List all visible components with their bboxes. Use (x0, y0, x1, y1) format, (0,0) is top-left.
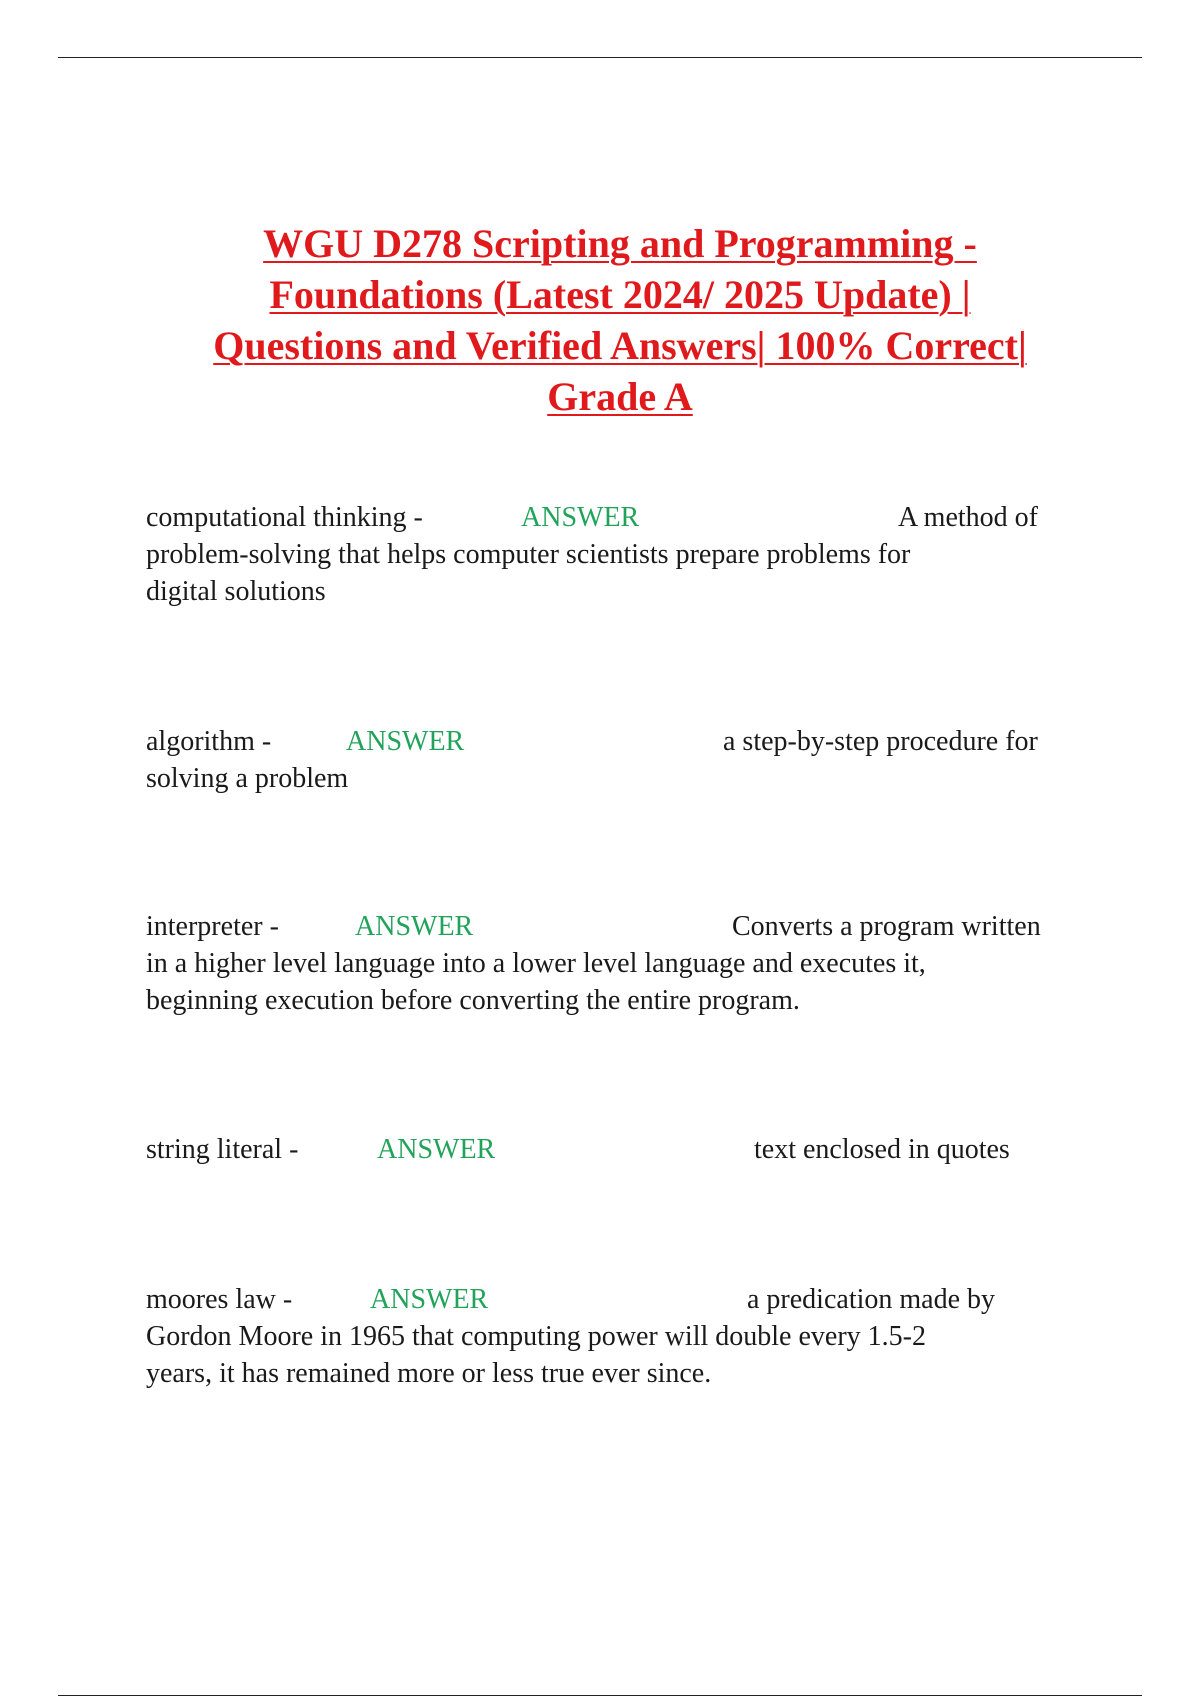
title-line-4: Grade A (547, 374, 693, 419)
qa-definition-line: Gordon Moore in 1965 that computing power will double every 1.5-2 (146, 1321, 926, 1352)
qa-first-line (146, 1281, 1090, 1318)
answer-label: ANSWER (377, 1134, 496, 1165)
answer-label: ANSWER (355, 911, 474, 942)
answer-label: ANSWER (346, 726, 465, 757)
qa-term: string literal - (146, 1134, 299, 1165)
qa-definition-line: problem-solving that helps computer scientists prepare problems for (146, 539, 911, 570)
qa-term: interpreter - (146, 911, 279, 942)
qa-first-line (146, 723, 1090, 760)
qa-entry-algorithm (146, 723, 1090, 797)
qa-definition-start: Converts a program written (732, 911, 1041, 942)
title-line-3: Questions and Verified Answers| 100% Correct| (213, 323, 1027, 368)
qa-definition-line: in a higher level language into a lower level language and executes it, (146, 948, 926, 979)
qa-definition-start: a predication made by (747, 1284, 996, 1315)
qa-definition-line: digital solutions (146, 576, 326, 607)
answer-label: ANSWER (370, 1284, 489, 1315)
qa-definition-start: text enclosed in quotes (754, 1134, 1010, 1165)
top-rule (58, 57, 1142, 58)
qa-definition-start: a step-by-step procedure for (723, 726, 1038, 757)
qa-term: algorithm - (146, 726, 272, 757)
bottom-rule (58, 1695, 1142, 1696)
qa-definition-line: solving a problem (146, 763, 349, 794)
title-line-2: Foundations (Latest 2024/ 2025 Update) | (269, 272, 971, 317)
qa-definition-start: A method of (898, 502, 1038, 533)
qa-definition-line: beginning execution before converting the entire program. (146, 985, 800, 1016)
qa-entry-moores-law (146, 1281, 1090, 1392)
qa-first-line (146, 499, 1090, 536)
qa-term: moores law - (146, 1284, 293, 1315)
qa-first-line (146, 1131, 1090, 1168)
qa-entry-computational-thinking (146, 499, 1090, 610)
qa-entry-string-literal (146, 1131, 1090, 1168)
answer-label: ANSWER (521, 502, 640, 533)
qa-definition-line: years, it has remained more or less true ever since. (146, 1358, 712, 1389)
document-title (140, 218, 1100, 422)
qa-first-line (146, 908, 1090, 945)
qa-term: computational thinking - (146, 502, 423, 533)
qa-entry-interpreter (146, 908, 1090, 1019)
title-line-1: WGU D278 Scripting and Programming - (263, 221, 977, 266)
